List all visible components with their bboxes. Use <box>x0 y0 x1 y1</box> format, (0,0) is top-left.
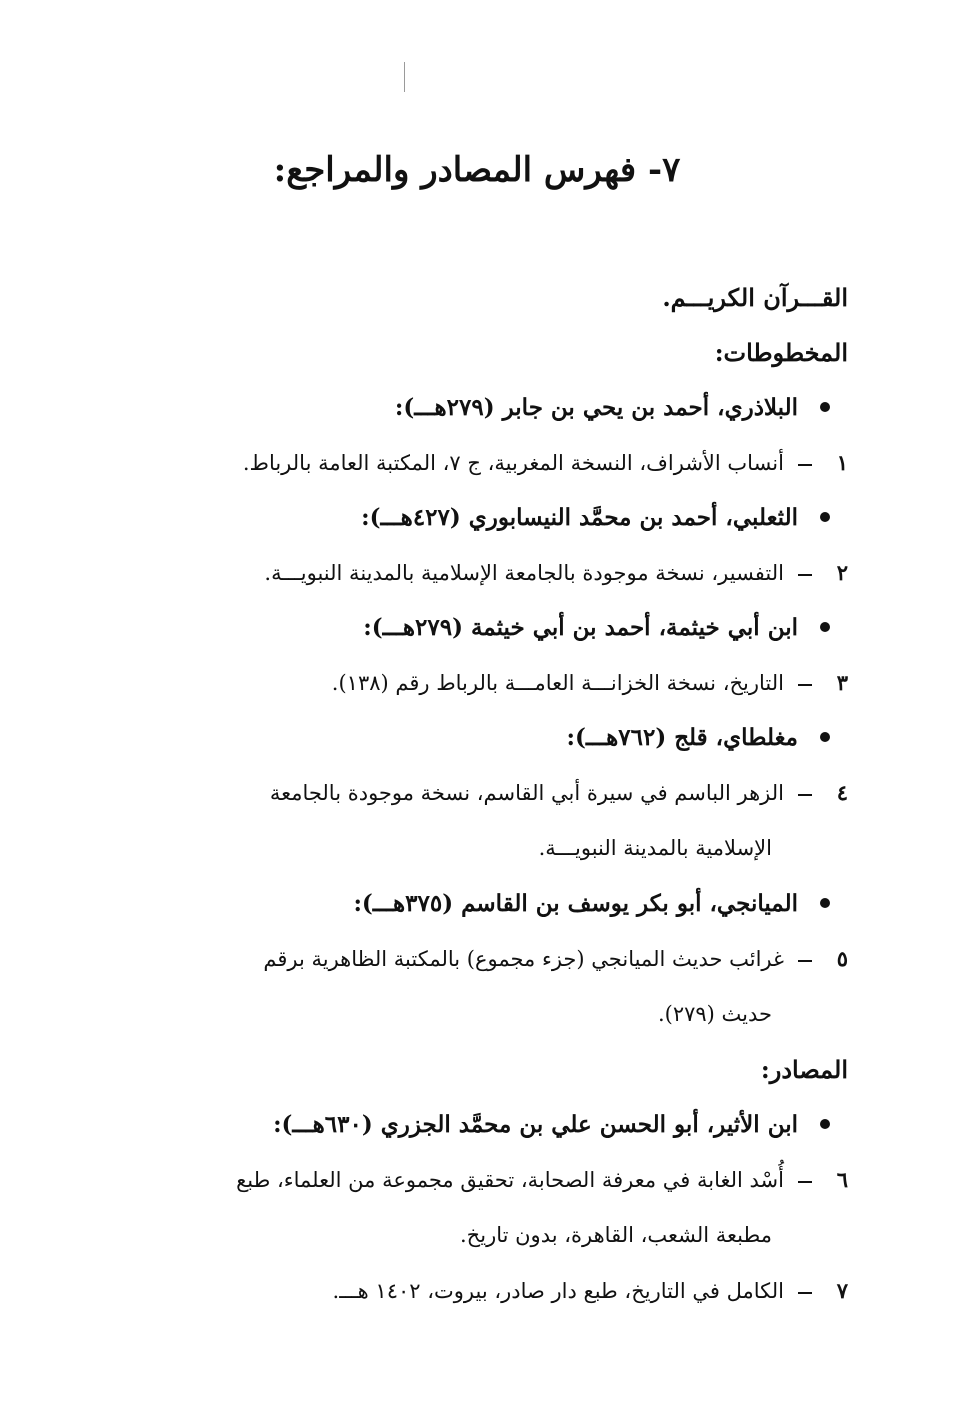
dash-icon <box>798 794 812 796</box>
entry-number: ٣ <box>836 670 848 695</box>
entry-number: ٦ <box>836 1167 848 1192</box>
entry-continuation: مطبعة الشعب، القاهرة، بدون تاريخ. <box>460 1223 772 1247</box>
entry-number: ١ <box>836 450 848 475</box>
entry-text: الزهر الباسم في سيرة أبي القاسم، نسخة موجودة بالجامعة <box>269 781 784 805</box>
quran-heading: القـــرآن الكريـــم. <box>662 283 848 312</box>
sources-heading: المصادر: <box>760 1055 848 1084</box>
entry-text: التاريخ، نسخة الخزانـــة العامـــة بالرباط رقم (١٣٨). <box>331 671 784 695</box>
author-name: ابن أبي خيثمة، أحمد بن أبي خيثمة (٢٧٩هـــ): <box>363 614 798 641</box>
entry-item <box>128 931 848 1042</box>
author-item <box>128 490 848 545</box>
page-title: ٧- فهرس المصادر والمراجع: <box>273 150 681 190</box>
entry-number: ٥ <box>836 946 848 971</box>
entry-number: ٧ <box>836 1278 848 1303</box>
author-name: البلاذري، أحمد بن يحي بن جابر (٢٧٩هـــ): <box>394 394 798 421</box>
bullet-icon <box>820 898 830 908</box>
entry-text: أنساب الأشراف، النسخة المغربية، ج ٧، المكتبة العامة بالرباط. <box>242 451 784 475</box>
entry-text: أُسْد الغابة في معرفة الصحابة، تحقيق مجموعة من العلماء، طبع <box>236 1168 784 1192</box>
entry-number: ٢ <box>836 560 848 585</box>
entry-continuation: حديث (٢٧٩). <box>657 1002 772 1026</box>
entry-item <box>128 765 848 876</box>
entry-item <box>128 435 848 490</box>
entry-item <box>128 655 848 710</box>
bullet-icon <box>820 622 830 632</box>
bullet-icon <box>820 402 830 412</box>
author-item <box>128 876 848 931</box>
entry-item <box>128 545 848 600</box>
dash-icon <box>798 574 812 576</box>
dash-icon <box>798 960 812 962</box>
bibliography-list <box>128 270 848 1318</box>
manuscripts-heading: المخطوطات: <box>714 338 848 367</box>
author-name: ابن الأثير، أبو الحسن علي بن محمَّد الجزري (٦٣٠هـــ): <box>273 1111 798 1138</box>
entry-text: الكامل في التاريخ، طبع دار صادر، بيروت، ١٤٠٢ هـــ. <box>332 1279 784 1303</box>
entry-number: ٤ <box>836 780 848 805</box>
dash-icon <box>798 1181 812 1183</box>
bullet-icon <box>820 512 830 522</box>
bullet-icon <box>820 732 830 742</box>
entry-item <box>128 1263 848 1318</box>
dash-icon <box>798 1292 812 1294</box>
author-item <box>128 600 848 655</box>
author-name: الميانجي، أبو بكر يوسف بن القاسم (٣٧٥هـــ): <box>353 890 798 917</box>
entry-line <box>128 1152 848 1208</box>
entry-text: غرائب حديث الميانجي (جزء مجموع) بالمكتبة الظاهرية برقم <box>263 947 784 971</box>
entry-item <box>128 1152 848 1263</box>
author-item <box>128 380 848 435</box>
dash-icon <box>798 464 812 466</box>
author-name: مغلطاي، قلج (٧٦٢هـــ): <box>566 724 798 751</box>
entry-text: التفسير، نسخة موجودة بالجامعة الإسلامية بالمدينة النبويـــة. <box>264 561 784 585</box>
page-scan-mark <box>404 62 405 92</box>
author-item <box>128 710 848 765</box>
entry-line <box>128 931 848 987</box>
entry-continuation: الإسلامية بالمدينة النبويـــة. <box>538 836 772 860</box>
dash-icon <box>798 684 812 686</box>
author-name: الثعلبي، أحمد بن محمَّد النيسابوري (٤٢٧هـــ): <box>361 504 798 531</box>
author-item <box>128 1097 848 1152</box>
entry-line <box>128 765 848 821</box>
bullet-icon <box>820 1119 830 1129</box>
